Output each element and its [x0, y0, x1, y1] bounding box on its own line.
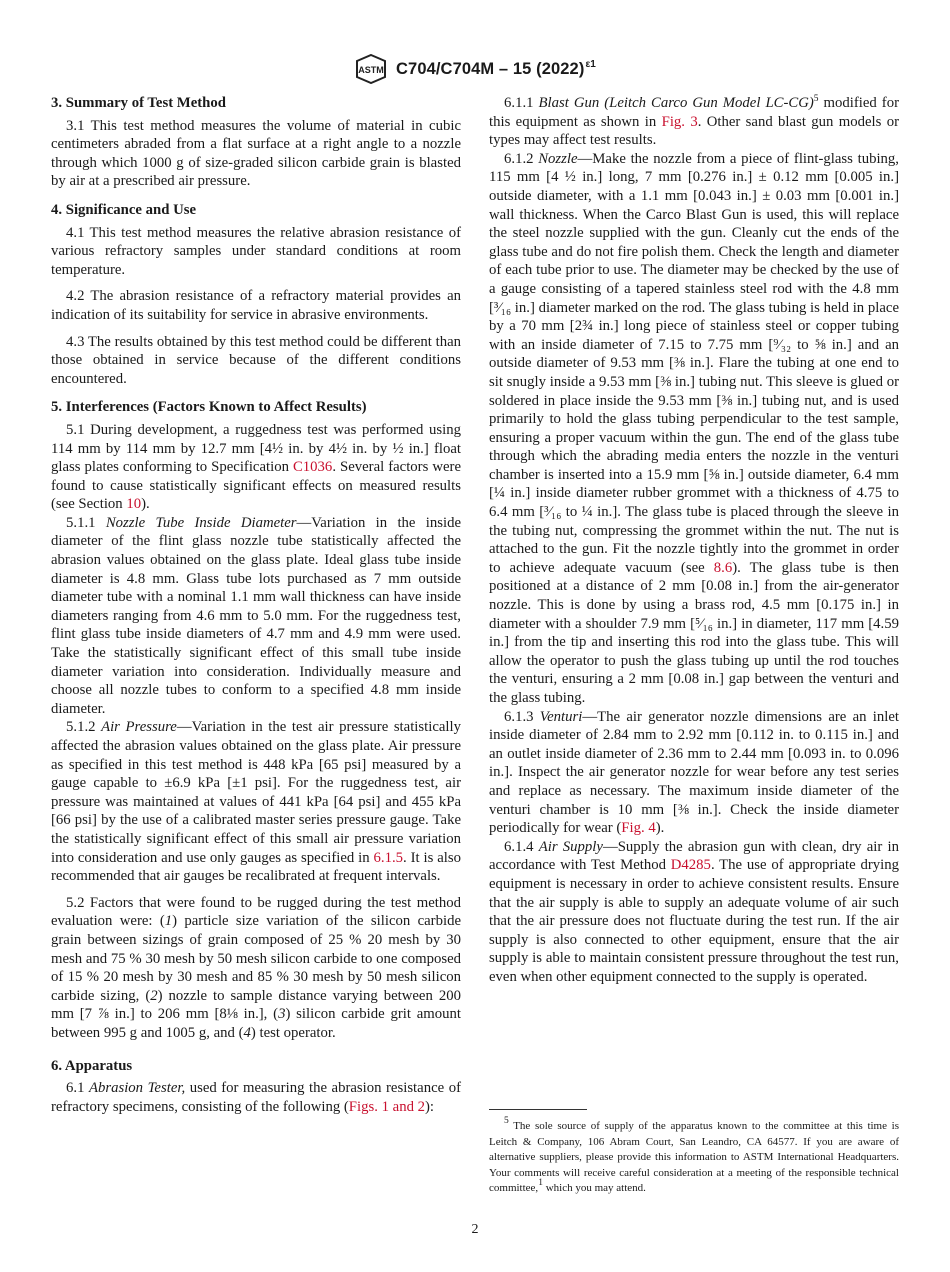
section-5-heading: 5. Interferences (Factors Known to Affect Results) — [51, 399, 367, 416]
paragraph-5-1: 5.1 During development, a ruggedness test was performed using 114 mm by 114 mm by 12.7 mm [4½ in. by 4½ in. by ½ in.] float glass plates conforming to Specification C1036. Several factors were found to cause statistically significant effects on measured results (see Section 10). — [51, 421, 461, 513]
paragraph-5-1-1: 5.1.1 Nozzle Tube Inside Diameter—Variation in the inside diameter of the flint glass nozzle tube statistically affected the abrasion values obtained on the glass plate. Ideal glass tube inside diameter is 4.8 mm. Glass tube lots purchased as 7 mm outside diameter tube with a nominal 1.1 mm wall thickness can have inside diameters ranging from 4.6 mm to 5.0 mm. For the ruggedness test, flint glass tube inside diameters of 4.7 mm and 4.9 mm were used. Take the statistically significant effect of this small tube inside diameter variation into consideration. Individually measure and choose all nozzle tubes to conform to a specified 4.8 mm inside diameter. — [51, 514, 462, 717]
footnote-5-marker[interactable]: 5 — [813, 94, 819, 104]
spec-c1036-link[interactable]: C1036 — [292, 459, 333, 476]
paragraph-3-1: 3.1 This test method measures the volume of material in cubic centimeters abraded from a flat surface at a right angle to a nozzle through which 1000 g of size-graded silicon carbide grain is blasted by air at a prescribed air pressure. — [51, 117, 461, 190]
paragraph-5-2: 5.2 Factors that were found to be rugged during the test method evaluation were: (1) particle size variation of the silicon carbide grain between sizings of grain composed of 25 % 20 mesh by 30 mesh and 75 % 30 mesh by 50 mesh silicon carbide to one composed of 15 % 20 mesh by 30 mesh and 85 % 30 mesh by 50 mesh silicon carbide sizing, (2) nozzle to sample distance varying between 200 mm [7 ⅞ in.] to 206 mm [8⅛ in.], (3) silicon carbide grit amount between 995 g and 1005 g, and (4) test operator. — [51, 894, 461, 1041]
section-10-link[interactable]: 10 — [126, 496, 142, 513]
footnote-5: $^5$ The sole source of supply of the apparatus known to the committee at this time is Leitch & Company, 106 Abram Court, San Leandro, CA 64577. If you are aware of alternative suppliers, please provide this information to ASTM International Headquarters. Your comments will receive careful consideration at a meeting of the responsible technical committee,$^1$ which you may attend. — [489, 1116, 899, 1194]
epsilon-mark: ε1 — [585, 59, 596, 70]
paragraph-4-2: 4.2 The abrasion resistance of a refractory material provides an indication of its suitability for service in abrasive environments. — [51, 288, 461, 323]
section-6-1-5-link[interactable]: 6.1.5 — [373, 849, 404, 866]
paragraph-6-1-1: 6.1.1 Blast Gun (Leitch Carco Gun Model LC-CG)$^5$ modified for this equipment as shown in Fig. 3. Other sand blast gun models or types may affect test results. — [489, 94, 900, 149]
paragraph-6-1-4: 6.1.4 Air Supply—Supply the abrasion gun with clean, dry air in accordance with Test Method D4285. The use of appropriate drying equipment is necessary in order to achieve consistent results. Ensure that the air supply is able to supply an adequate volume of air such that the air pressure does not fluctuate during the test run. If the air supply is also connected to other equipment, ensure that the air supply is able to maintain consistent pressure throughout the test run, even when other equipment connected to the supply is operated. — [489, 838, 900, 985]
fig-3-link[interactable]: Fig. 3 — [661, 113, 698, 130]
paragraph-4-1: 4.1 This test method measures the relative abrasion resistance of various refractory samples under standard conditions at room temperature. — [51, 224, 461, 278]
paragraph-5-1-2: 5.1.2 Air Pressure—Variation in the test air pressure statistically affected the abrasion values obtained on the glass plate. Air pressure as specified in this test method is 448 kPa [65 psi] measured by a gauge capable to ±6.9 kPa [±1 psi]. For the ruggedness test, air pressure was maintained at values of 441 kPa [64 psi] and 455 kPa [66 psi] by the use of a calibrated master series pressure gauge. Take the statistically significant effect of this small air pressure variation into consideration and use only gauges as specified in 6.1.5. It is also recommended that air gauges be recalibrated at frequent intervals. — [51, 719, 462, 885]
fig-4-link[interactable]: Fig. 4 — [621, 820, 656, 837]
section-6-heading: 6. Apparatus — [51, 1057, 133, 1074]
right-column — [489, 94, 899, 987]
footnote-divider — [489, 1109, 587, 1110]
svg-text:ASTM: ASTM — [358, 65, 384, 75]
paragraph-6-1-2: 6.1.2 Nozzle—Make the nozzle from a piece of flint-glass tubing, 115 mm [4 ½ in.] long, 7 mm [0.276 in.] ± 0.12 mm [0.005 in.] outside diameter, with a 1.1 mm [0.043 in.] ± 0.03 mm [0.001 in.] wall thickness. When the Carco Blast Gun is used, this will replace the steel nozzle supplied with the gun. Cleanly cut the ends of the glass tube and do not fire polish them. Check the length and diameter of each tube prior to use. The diameter may be checked by the use of a gauge consisting of a tapered stainless steel rod with the 4.8 mm [³⁄₁₆ in.] diameter marked on the rod. The glass tubing is held in place by a 70 mm [2¾ in.] long piece of stainless steel or copper tubing with an inside diameter of 7.15 to 7.75 mm [⁹⁄₃₂ to ⅝ in.] and an outside diameter of 9.53 mm [⅜ in.]. Flare the tubing at one end to sit snugly inside a 9.53 mm [⅜ in.] tubing nut. This sleeve is glued or soldered in place inside the 9.53 mm [⅜ in.] tubing nut, and is used primarily to hold the glass tubing perpendicular to the test sample, ensuring a proper vacuum within the gun. The end of the glass tube through which the abrading media enters the nozzle in the venturi chamber is inserted into a 15.9 mm [⅝ in.] outside diameter, 6.4 mm [¼ in.] inside diameter rubber grommet with a thickness of 4.75 to 6.4 mm [³⁄₁₆ to ¼ in.]. The glass tube is placed through the sleeve in the tubing nut, compressing the grommet within the nut. The nut is attached to the gun. Fit the nozzle tightly into the grommet in order to achieve adequate vacuum (see 8.6). The glass tube is then positioned at a distance of 2 mm [0.08 in.] from the air-generator nozzle. This is done by using a brass rod, 4.5 mm [0.175 in.] in diameter with a shoulder 7.9 mm [⁵⁄₁₆ in.] in diameter, 117 mm [4.59 in.] from the tip and inserting this rod into the glass tube. This will allow the operator to push the glass tubing up until the rod touches the venturi, ensuring a 2 mm [0.08 in.] gap between the venturi and the glass tubing. — [489, 150, 899, 706]
section-3-heading: 3. Summary of Test Method — [51, 95, 226, 111]
page-header — [0, 54, 950, 84]
page-number: 2 — [471, 1222, 479, 1237]
document-designation: C704/C704M – 15 $(2022)^{\varepsilon 1}$ — [396, 59, 596, 78]
left-column — [51, 94, 461, 1116]
section-4-heading: 4. Significance and Use — [51, 201, 197, 218]
figs-1-2-link[interactable]: Figs. 1 and 2 — [348, 1098, 426, 1115]
paragraph-4-3: 4.3 The results obtained by this test method could be different than those obtained in service because of the different conditions encountered. — [51, 333, 461, 387]
paragraph-6-1: 6.1 Abrasion Tester, used for measuring the abrasion resistance of refractory specimens, consisting of the following (Figs. 1 and 2): — [51, 1080, 461, 1115]
d4285-link[interactable]: D4285 — [670, 857, 711, 874]
section-8-6-link[interactable]: 8.6 — [713, 559, 733, 576]
paragraph-6-1-3: 6.1.3 Venturi—The air generator nozzle dimensions are an inlet inside diameter of 2.84 mm to 2.92 mm [0.112 in. to 0.115 in.] and an outlet inside diameter of 2.36 mm to 2.44 mm [0.093 in. to 0.096 in.]. Inspect the air generator nozzle for wear before any test series and replace as necessary. The maximum inside diameter of the venturi chamber is 10 mm [⅜ in.]. Check the inside diameter periodically for wear (Fig. 4). — [489, 708, 899, 837]
astm-logo — [354, 54, 388, 84]
